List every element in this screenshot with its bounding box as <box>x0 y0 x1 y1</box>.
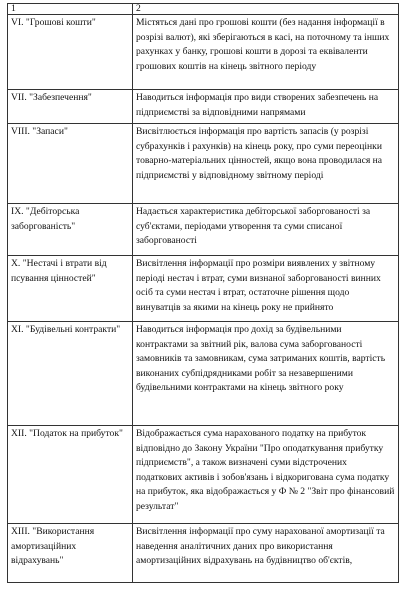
table-row <box>8 524 399 583</box>
column-number-2: 2 <box>133 4 399 15</box>
section-description: Відображається сума нарахованого податку на прибуток відповідно до Закону України "Про оподаткування прибутку підприємств", а також визначені суми відстрочених податкових активів і зобов'язань і відкоригована сума податку на прибуток, яка відображається у Ф № 2 "Звіт про фінансовий результат" <box>133 426 399 524</box>
section-title: XI. "Будівельні контракти" <box>8 322 133 426</box>
section-title: XIII. "Використання амортизаційних відрахувань" <box>8 524 133 583</box>
table-header-row <box>8 4 399 15</box>
table-row <box>8 90 399 124</box>
section-description: Висвітлення інформації про суму нарахованої амортизації та наведення аналітичних даних про використання амортизаційних відрахувань на будівництво об'єктів, <box>133 524 399 583</box>
section-description: Наводиться інформація про дохід за будівельними контрактами за звітний рік, валова сума заборгованості замовників та замовникам, сума затриманих коштів, вартість виконаних субпідрядниками робіт за незавершеними будівельними контрактами на кінець звітного року <box>133 322 399 426</box>
section-title: VI. "Грошові кошти" <box>8 15 133 90</box>
table-row <box>8 426 399 524</box>
section-title: VII. "Забезпечення" <box>8 90 133 124</box>
section-description: Висвітлення інформації про розміри виявлених у звітному періоді нестач і втрат, суми визнаної заборгованості винних осіб та суми нестач і втрат, остаточне рішення щодо винуватців за якими на кінець року не прийнято <box>133 256 399 322</box>
section-description: Містяться дані про грошові кошти (без надання інформації в розрізі валют), які зберігаються в касі, на поточному та інших рахунках у банку, грошові кошти в дорозі та еквіваленти грошових коштів на кінець звітного періоду <box>133 15 399 90</box>
section-description: Наводиться інформація про види створених забезпечень на підприємстві за відповідними напрямами <box>133 90 399 124</box>
section-title: X. "Нестачі і втрати від псування цінностей" <box>8 256 133 322</box>
section-description: Висвітлюється інформація про вартість запасів (у розрізі субрахунків і рахунків) на кінець року, про суми переоцінки товарно-матеріальних цінностей, якщо вона проводилася на підприємстві у відповідному звітному періоді <box>133 124 399 204</box>
section-description: Надається характеристика дебіторської заборгованості за суб'єктами, періодами утворення та суми списаної заборгованості <box>133 204 399 256</box>
table-row <box>8 124 399 204</box>
column-number-1: 1 <box>8 4 133 15</box>
table-row <box>8 204 399 256</box>
section-title: IX. "Дебіторська заборгованість" <box>8 204 133 256</box>
section-title: VIII. "Запаси" <box>8 124 133 204</box>
notes-table <box>7 3 399 583</box>
section-title: XII. "Податок на прибуток" <box>8 426 133 524</box>
table-row <box>8 322 399 426</box>
table-row <box>8 256 399 322</box>
table-row <box>8 15 399 90</box>
